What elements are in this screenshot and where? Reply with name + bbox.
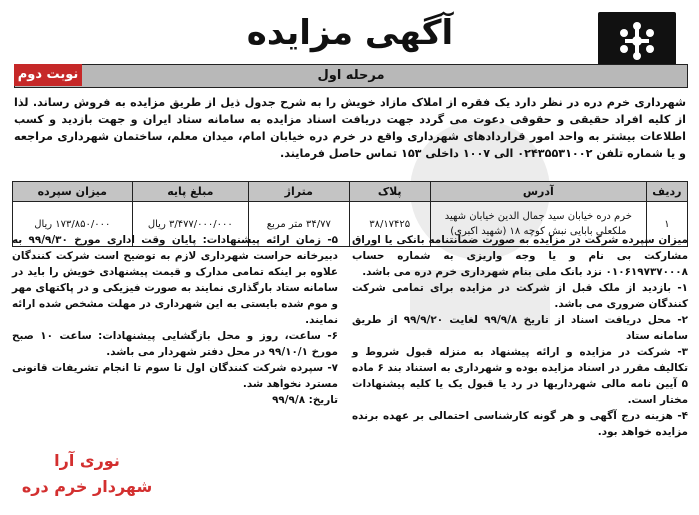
column-header: متراژ [249, 182, 349, 202]
condition-item: ۱- بازدید از ملک قبل از شرکت در مزایده برای تمامی شرکت کنندگان ضروری می باشد. [352, 282, 688, 310]
condition-item: میزان سپرده شرکت در مزایده به صورت ضمانتنامه بانکی یا اوراق مشارکت بی نام و یا وجه واریزی به شماره حساب ۰۱۰۶۱۹۷۳۷۰۰۰۸ نزد بانک ملی بنام شهرداری خرم دره می باشد. [352, 234, 688, 278]
round-badge: نوبت دوم [14, 64, 82, 86]
condition-item: ۷- سپرده شرکت کنندگان اول تا سوم تا انجام تشریفات قانونی مسترد نخواهد شد. [12, 362, 338, 390]
conditions-left-column [12, 232, 338, 408]
column-header: پلاک [349, 182, 430, 202]
notice-date: تاریخ: ۹۹/۹/۸ [272, 394, 338, 406]
condition-item: ۶- ساعت، روز و محل بازگشایی پیشنهادات: ساعت ۱۰ صبح مورخ ۹۹/۱۰/۱ در محل دفتر شهردار می باشد. [12, 330, 339, 358]
area-cell: ۳۴/۷۷ متر مربع [249, 202, 349, 247]
column-header: آدرس [430, 182, 646, 202]
column-header: میزان سپرده [13, 182, 133, 202]
page-title: آگهی مزایده [246, 13, 454, 53]
column-header: ردیف [646, 182, 687, 202]
condition-item: ۵- زمان ارائه پیشنهادات: پایان وقت اداری مورخ ۹۹/۹/۳۰ به دبیرخانه حراست شهرداری لازم به توضیح است شرکت کنندگان علاوه بر اینکه تمامی مدارک و قیمت پیشنهادی خویش را باید در سامانه ستاد بارگذاری نمایند به صورت فیزیکی و در پاکتهای مهر و موم شده بایستی به این شهرداری در مهلت مشخص شده ارائه نمایند. [12, 234, 338, 326]
deposit-cell: ۱۷۳/۸۵۰/۰۰۰ ریال [13, 202, 133, 247]
stage-label: مرحله اول [317, 68, 385, 83]
row-index-cell: ۱ [646, 202, 687, 247]
conditions-right-column [352, 232, 688, 440]
base-price-cell: ۳/۴۷۷/۰۰۰/۰۰۰ ریال [132, 202, 249, 247]
plak-cell: ۳۸/۱۷۴۲۵ [349, 202, 430, 247]
address-cell: خرم دره خیابان سید جمال الدین خیابان شهید ملکعلی بابایی نبش کوچه ۱۸ (شهید اکبری) [430, 202, 646, 247]
signatory-name: نوری آرا [54, 451, 120, 470]
condition-item: ۳- شرکت در مزایده و ارائه پیشنهاد به منزله قبول شروط و تکالیف مقرر در اسناد مزایده بوده و شهرداری به استناد بند ۶ ماده ۵ آیین نامه مالی شهرداریها در رد یا قبول یک یا کلیه پیشنهادات مختار است. [352, 346, 689, 406]
signatory-role: شهردار خرم دره [21, 477, 153, 496]
municipality-logo-icon [598, 12, 676, 70]
intro-paragraph: شهرداری خرم دره در نظر دارد یک فقره از املاک مازاد خویش را به شرح جدول ذیل از طریق مزایده به فروش رساند. لذا از کلیه افراد حقیقی و حقوقی دعوت می گردد جهت دریافت اسناد مزایده به سامانه ستاد ایران و جهت بازدید و کسب اطلاعات بیشتر به واحد امور قراردادهای شهرداری واقع در خرم دره خیابان امام، میدان معلم، ساختمان شهرداری مراجعه و یا شماره تلفن ۰۲۴۳۵۵۳۱۰۰۲ الی ۱۰۰۷ داخلی ۱۵۳ تماس حاصل فرمایند. [14, 96, 686, 160]
table-header-row [13, 182, 688, 202]
condition-item: ۴- هزینه درج آگهی و هر گونه کارشناسی احتمالی بر عهده برنده مزایده خواهد بود. [352, 410, 688, 438]
condition-item: ۲- محل دریافت اسناد از تاریخ ۹۹/۹/۸ لغایت ۹۹/۹/۲۰ از طریق سامانه ستاد [352, 314, 689, 342]
stage-banner [14, 64, 688, 88]
column-header: مبلغ پایه [132, 182, 249, 202]
signature-block [12, 448, 162, 500]
